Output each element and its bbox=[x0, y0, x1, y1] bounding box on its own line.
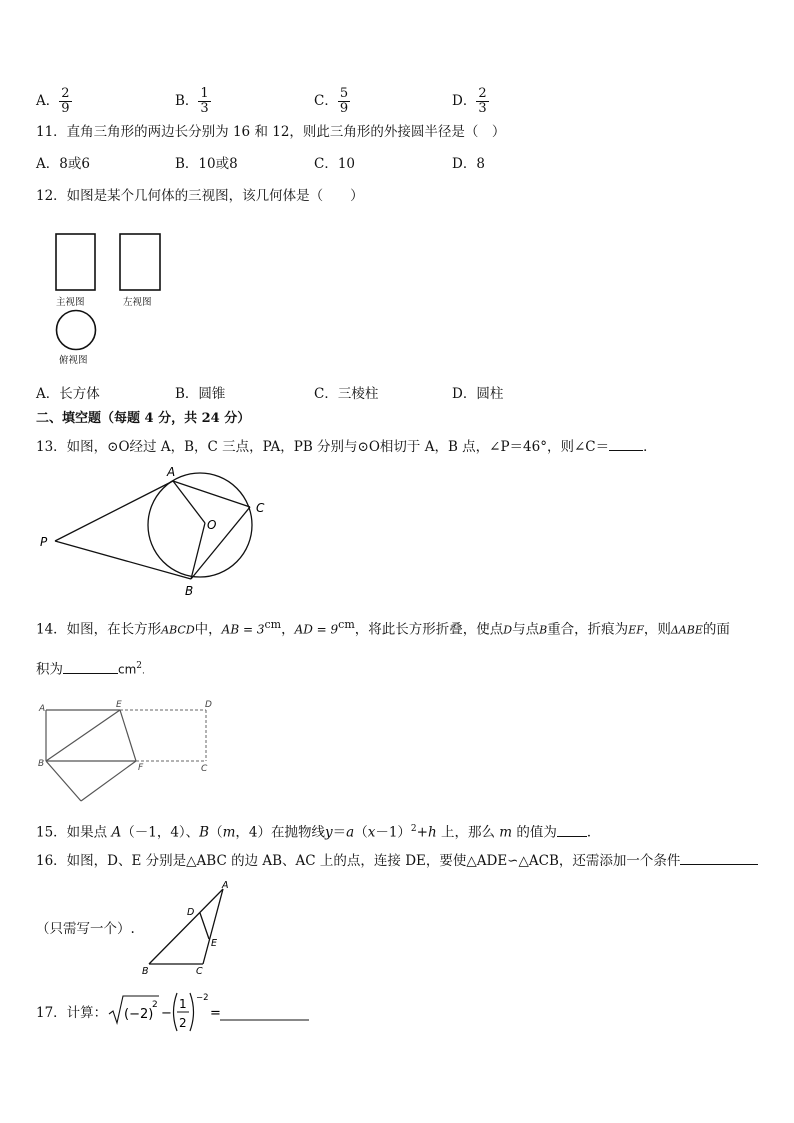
q15-answer-blank bbox=[557, 836, 587, 837]
label-a: A bbox=[39, 704, 46, 714]
left-paren bbox=[174, 993, 178, 1031]
q17-label: 17．计算： bbox=[36, 1005, 108, 1021]
folded-edge-1 bbox=[46, 761, 81, 801]
label-c: C bbox=[256, 501, 265, 515]
left-view-label: 左视图 bbox=[123, 297, 152, 308]
label-f: F bbox=[138, 763, 144, 773]
sqrt-inner: (−2) bbox=[124, 1007, 154, 1022]
label-c: C bbox=[201, 764, 208, 774]
segment-de bbox=[200, 913, 209, 939]
frac-num: 1 bbox=[179, 997, 187, 1011]
q17-svg bbox=[107, 990, 317, 1036]
label-d: D bbox=[187, 907, 195, 918]
label-o: O bbox=[207, 518, 217, 532]
q12-stem: 12．如图是某个几何体的三视图，该几何体是（ ） bbox=[36, 188, 364, 204]
circle-o bbox=[148, 473, 252, 577]
tangent-pb bbox=[55, 541, 191, 579]
right-paren bbox=[190, 993, 194, 1031]
q16-svg bbox=[138, 876, 238, 980]
frac-den: 2 bbox=[179, 1016, 187, 1030]
q11-stem: 11．直角三角形的两边长分别为 16 和 12，则此三角形的外接圆半径是（ ） bbox=[36, 124, 506, 140]
q13-svg bbox=[36, 464, 286, 604]
q12-option-b: B．圆锥 bbox=[175, 386, 226, 402]
label-a: A bbox=[222, 880, 229, 891]
q11-option-c: C．10 bbox=[314, 156, 356, 172]
q16-triangle-figure bbox=[138, 876, 238, 980]
q17-expression bbox=[107, 990, 317, 1036]
label-b: B bbox=[38, 759, 45, 769]
side-ac bbox=[203, 889, 223, 964]
q13-text: 13．如图，⊙O经过 A，B，C 三点，PA，PB 分别与⊙O相切于 A，B 点，∠P＝46°，则∠C＝ bbox=[36, 439, 610, 455]
q10-option-a: A． $\frac{2}{9}$ bbox=[36, 86, 70, 116]
q10-option-d: D． $\frac{2}{3}$ bbox=[452, 86, 487, 116]
q14-stem-line1: 14．如图，在长方形ABCD中，AB = $3^{cm}$，AD = $9^{cm}$，将此长方形折叠，使点D与点B重合，折痕为EF，则ΔABE的面 bbox=[36, 618, 730, 638]
q13-end: ． bbox=[643, 439, 657, 455]
front-view-rect bbox=[56, 234, 95, 290]
q11-option-b: B．10或8 bbox=[175, 156, 238, 172]
label-e: E bbox=[211, 938, 218, 949]
q14-fold-figure bbox=[36, 698, 226, 808]
q11-option-d: D．8 bbox=[452, 156, 485, 172]
folded-edge-2 bbox=[81, 761, 136, 801]
q11-option-a: A．8或6 bbox=[36, 156, 90, 172]
sqrt-exponent: 2 bbox=[152, 1000, 158, 1010]
label-p: P bbox=[40, 535, 48, 549]
q13-circle-figure bbox=[36, 464, 286, 604]
top-view-label: 俯视图 bbox=[59, 355, 88, 366]
label-e: E bbox=[116, 700, 122, 710]
q12-option-d: D．圆柱 bbox=[452, 386, 504, 402]
crease-ef bbox=[120, 710, 136, 761]
front-view-label: 主视图 bbox=[56, 297, 85, 308]
tangent-pa bbox=[55, 481, 173, 541]
label-c: C bbox=[196, 966, 203, 977]
q12-option-c: C．三棱柱 bbox=[314, 386, 379, 402]
q10-option-b: B． $\frac{1}{3}$ bbox=[175, 86, 209, 116]
section-fill-in-header: 二、填空题（每题 4 分，共 24 分） bbox=[36, 411, 251, 426]
power-exponent: −2 bbox=[196, 993, 209, 1003]
top-view-circle bbox=[57, 311, 96, 350]
minus-sign: − bbox=[161, 1006, 172, 1021]
q16-answer-blank bbox=[680, 864, 758, 865]
segment-ao bbox=[173, 481, 205, 523]
q15-stem: 15．如果点 A（－1，4）、B（m，4）在抛物线$y=a(x-1)^2+h$ 上，那么 m 的值为 ． bbox=[36, 824, 601, 841]
equals-sign: = bbox=[210, 1006, 221, 1021]
label-b: B bbox=[142, 966, 149, 977]
left-view-rect bbox=[120, 234, 160, 290]
q10-option-c: C． $\frac{5}{9}$ bbox=[314, 86, 349, 116]
label-b: B bbox=[185, 584, 194, 598]
three-views-figure bbox=[40, 226, 170, 372]
q14-svg bbox=[36, 698, 226, 808]
q13-stem bbox=[36, 438, 657, 456]
segment-be bbox=[46, 710, 120, 761]
label-d: D bbox=[205, 700, 212, 710]
q14-stem-line2: 积为 $cm^2$. bbox=[36, 661, 145, 678]
q16-note: （只需写一个）. bbox=[36, 921, 135, 937]
segment-ac bbox=[173, 481, 250, 507]
q14-answer-blank bbox=[63, 673, 118, 674]
q16-stem: 16．如图，D、E 分别是△ABC 的边 AB、AC 上的点，连接 DE，要使△ADE∽△ACB，还需添加一个条件 bbox=[36, 852, 758, 870]
side-ab bbox=[149, 889, 223, 964]
label-a: A bbox=[167, 465, 176, 479]
q13-answer-blank bbox=[609, 450, 643, 451]
q12-option-a: A．长方体 bbox=[36, 386, 100, 402]
